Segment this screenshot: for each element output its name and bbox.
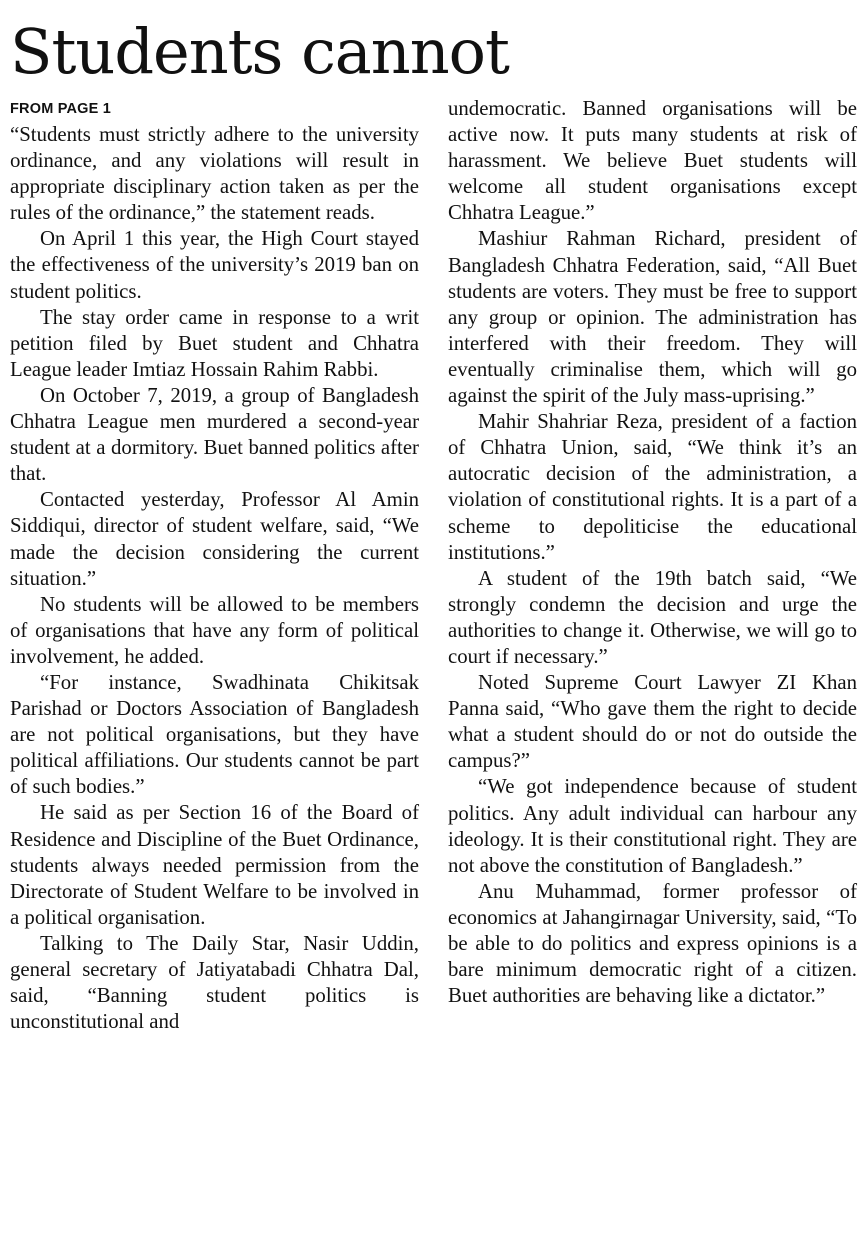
paragraph: He said as per Section 16 of the Board of Residence and Discipline of the Buet Ordinance, students always needed permission from the Directorate of Student Welfare to be involved in a political organisation.: [10, 801, 419, 929]
continuation-kicker: FROM PAGE 1: [10, 101, 112, 117]
paragraph: “For instance, Swadhinata Chikitsak Parishad or Doctors Association of Bangladesh are not political organisations, but they have political affiliations. Our students cannot be part of such bodies.”: [10, 670, 419, 799]
paragraph: Contacted yesterday, Professor Al Amin Siddiqui, director of student welfare, said, “We made the decision considering the current situation.”: [10, 488, 419, 590]
paragraph: On April 1 this year, the High Court stayed the effectiveness of the university’s 2019 ban on student politics.: [10, 227, 419, 303]
headline: Students cannot: [10, 15, 509, 88]
paragraph: “We got independence because of student politics. Any adult individual can harbour any ideology. It is their constitutional right. They are not above the constitution of Bangladesh.”: [448, 775, 857, 877]
left-column: [10, 96, 419, 1035]
paragraph: Noted Supreme Court Lawyer ZI Khan Panna said, “Who gave them the right to decide what a student should do or not do outside the campus?”: [448, 671, 857, 773]
paragraph: undemocratic. Banned organisations will be active now. It puts many students at risk of harassment. We believe Buet students will welcome all student organisations except Chhatra League.”: [448, 97, 857, 225]
paragraph: “Students must strictly adhere to the university ordinance, and any violations will result in appropriate disciplinary action taken as per the rules of the ordinance,” the statement reads.: [10, 123, 419, 225]
paragraph: Mahir Shahriar Reza, president of a faction of Chhatra Union, said, “We think it’s an autocratic decision of the administration, a violation of constitutional rights. It is a part of a scheme to depoliticise the educational institutions.”: [448, 410, 857, 564]
right-column: [448, 96, 857, 1009]
paragraph: The stay order came in response to a writ petition filed by Buet student and Chhatra League leader Imtiaz Hossain Rahim Rabbi.: [10, 305, 419, 381]
paragraph: A student of the 19th batch said, “We strongly condemn the decision and urge the authorities to change it. Otherwise, we will go to court if necessary.”: [448, 566, 857, 668]
paragraph: No students will be allowed to be members of organisations that have any form of political involvement, he added.: [10, 592, 419, 668]
paragraph: Mashiur Rahman Richard, president of Bangladesh Chhatra Federation, said, “All Buet students are voters. They must be free to support any group or opinion. The administration has interfered with their freedom. They will eventually criminalise them, which will go against the spirit of the July mass-uprising.”: [448, 227, 857, 408]
paragraph: On October 7, 2019, a group of Bangladesh Chhatra League men murdered a second-year student at a dormitory. Buet banned politics after that.: [10, 383, 419, 486]
paragraph: Talking to The Daily Star, Nasir Uddin, general secretary of Jatiyatabadi Chhatra Dal, said, “Banning student politics is unconstitutional and: [10, 931, 419, 1034]
paragraph: Anu Muhammad, former professor of economics at Jahangirnagar University, said, “To be able to do politics and express opinions is a bare minimum democratic right of a citizen. Buet authorities are behaving like a dictator.”: [448, 879, 857, 1008]
